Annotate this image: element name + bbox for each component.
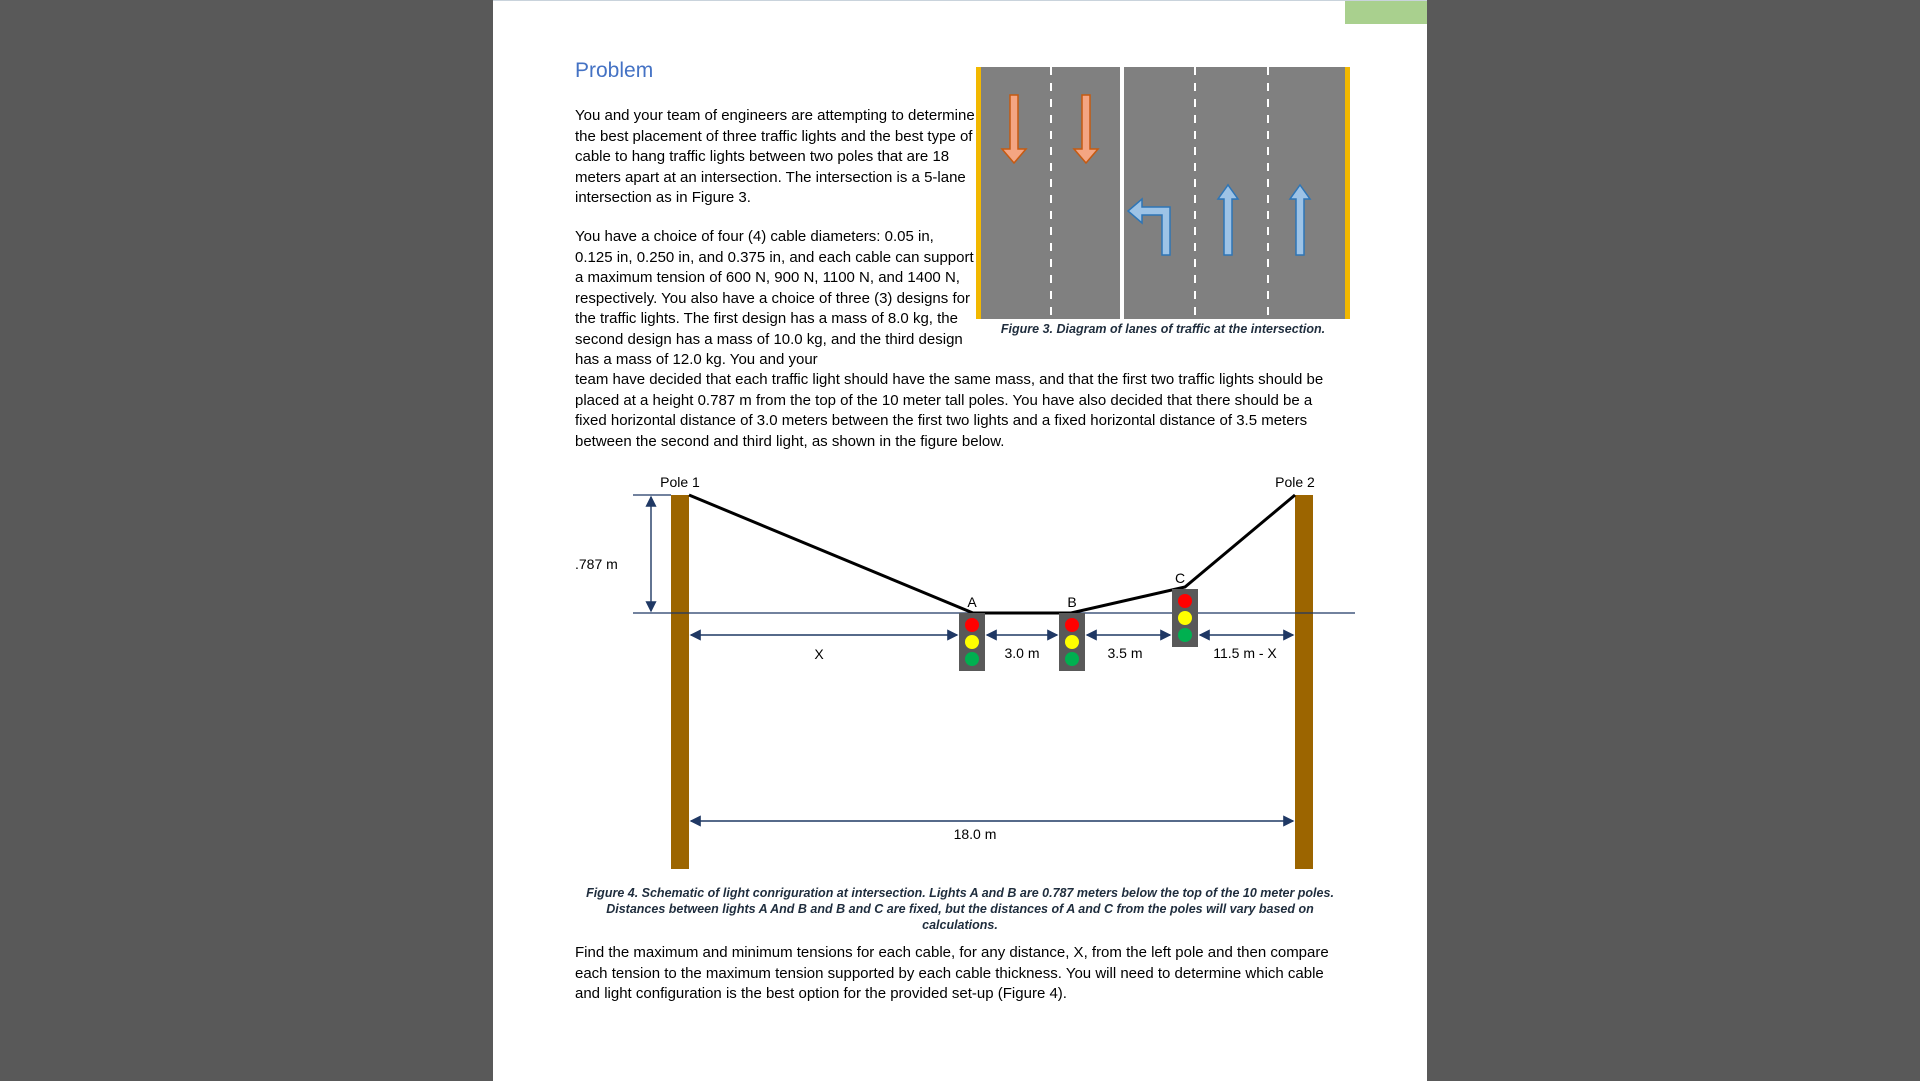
paragraph-choices: You have a choice of four (4) cable diameters: 0.05 in, 0.125 in, 0.250 in, and 0.375 in, and each cable can support a maximum tension of 600 N, 900 N, 1100 N, and 1400 N, respectively. You also have a choice of three (3) designs for the traffic lights. The first design has a mass of 8.0 kg, the second design has a mass of 10.0 kg, and the third design has a mass of 12.0 kg. You and your	[575, 228, 974, 368]
bc-label: 3.5 m	[1107, 645, 1143, 661]
traffic-light-schematic	[575, 467, 1355, 881]
paragraph-intro: You and your team of engineers are attempting to determine the best placement of three traffic lights and the best type of cable to hang traffic lights between two poles that are 18 meters apart at an intersection. The intersection is a 5-lane intersection as in Figure 3.	[575, 107, 975, 206]
pole-1-label: Pole 1	[660, 474, 700, 490]
page-corner-tab	[1345, 1, 1427, 24]
light-a-label: A	[967, 594, 977, 610]
pole-2	[1295, 495, 1313, 869]
pole-2-label: Pole 2	[1275, 474, 1315, 490]
traffic-light-b	[1059, 613, 1085, 671]
traffic-light-c	[1172, 589, 1198, 647]
ab-label: 3.0 m	[1004, 645, 1040, 661]
drop-label: .787 m	[575, 556, 618, 572]
light-b-label: B	[1067, 594, 1077, 610]
traffic-light-a	[959, 613, 985, 671]
x-label: X	[814, 646, 824, 662]
median-line	[1120, 67, 1124, 319]
c-pole2-label: 11.5 m - X	[1213, 645, 1277, 661]
pole-1	[671, 495, 689, 869]
paragraph-choices-continued: team have decided that each traffic light should have the same mass, and that the first two traffic lights should be placed at a height 0.787 m from the top of the 10 meter tall poles. You have also decided that there should be a fixed horizontal distance of 3.0 meters between the first two lights and a fixed horizontal distance of 3.5 meters between the second and third light, as shown in the figure below.	[575, 371, 1324, 450]
light-c-label: C	[1174, 570, 1186, 586]
left-road-edge	[976, 67, 981, 319]
section-heading: Problem	[575, 59, 654, 82]
figure4-caption: Figure 4. Schematic of light conriguration at intersection. Lights A and B are 0.787 meters below the top of the 10 meter poles. Distances between lights A And B and B and C are fixed, but the distances of A and C from the poles will vary based on calculations.	[586, 886, 1334, 932]
span-label: 18.0 m	[953, 826, 997, 842]
paragraph-task: Find the maximum and minimum tensions for each cable, for any distance, X, from the left pole and then compare each tension to the maximum tension supported by each cable thickness. You will need to determine which cable and light configuration is the best option for the provided set-up (Figure 4).	[575, 944, 1329, 1002]
document-page	[493, 0, 1427, 1081]
lane-diagram	[976, 67, 1350, 319]
cable	[689, 495, 1295, 613]
right-road-edge	[1345, 67, 1350, 319]
figure3-caption: Figure 3. Diagram of lanes of traffic at the intersection.	[1000, 322, 1326, 336]
